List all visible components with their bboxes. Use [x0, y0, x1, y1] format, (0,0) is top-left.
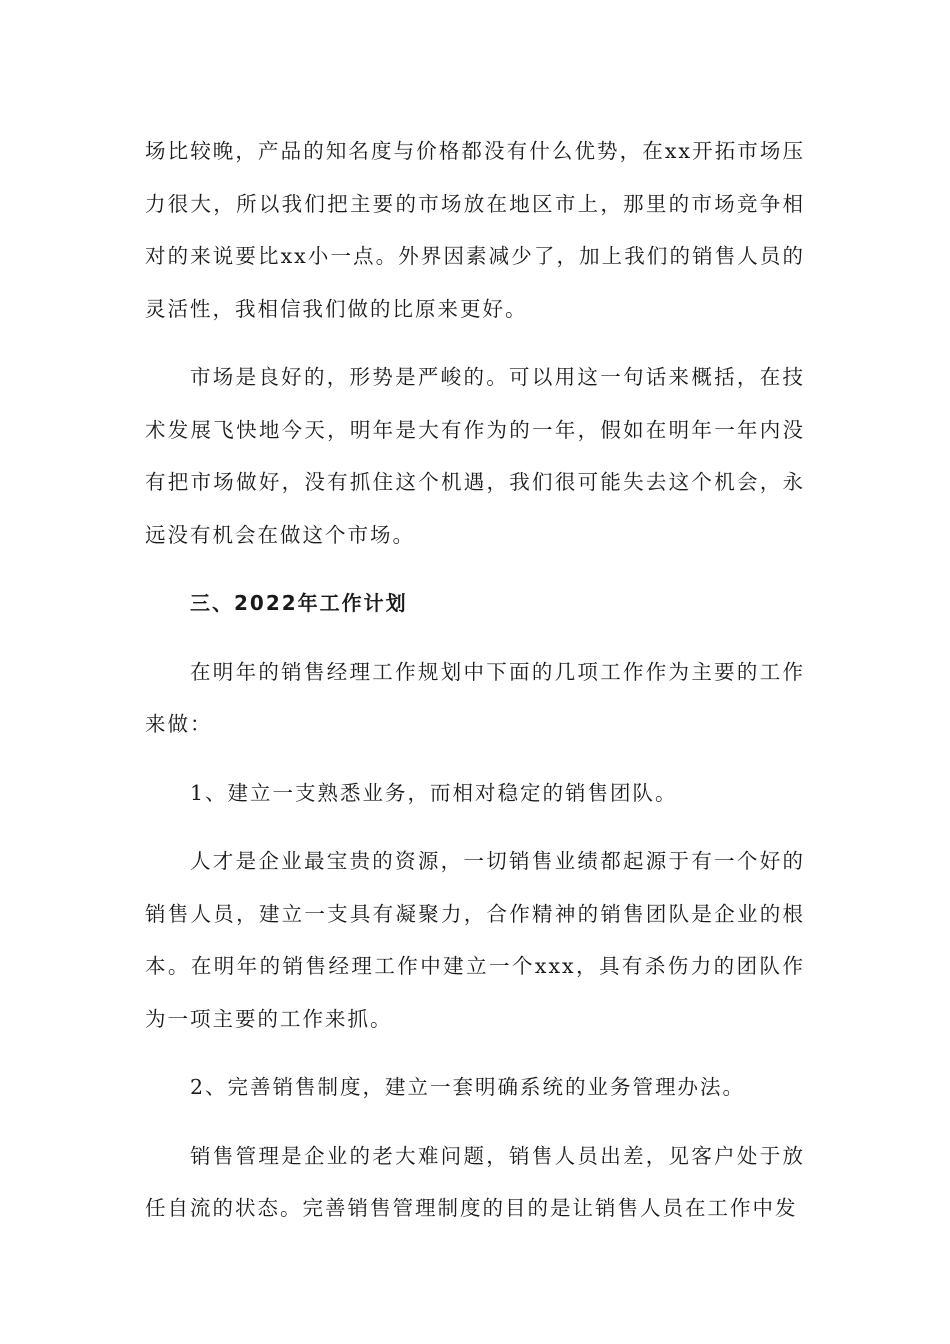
paragraph-market-situation: 市场是良好的，形势是严峻的。可以用这一句话来概括，在技术发展飞快地今天，明年是大有作为的一年，假如在明年一年内没有把市场做好，没有抓住这个机遇，我们很可能失去这个机会，永远没有机会在做这个市场。: [145, 365, 805, 547]
paragraph-sales-management: 销售管理是企业的老大难问题，销售人员出差，见客户处于放任自流的状态。完善销售管理制度的目的是让销售人员在工作中发: [145, 1143, 805, 1220]
paragraph-plan-intro: 在明年的销售经理工作规划中下面的几项工作作为主要的工作来做：: [145, 659, 805, 736]
list-item-sales-system: 2、完善销售制度，建立一套明确系统的业务管理办法。: [190, 1075, 746, 1099]
list-item-sales-team: 1、建立一支熟悉业务，而相对稳定的销售团队。: [190, 780, 678, 805]
paragraph-continuation: 场比较晚，产品的知名度与价格都没有什么优势，在xx开拓市场压力很大，所以我们把主要的市场放在地区市上，那里的市场竞争相对的来说要比xx小一点。外界因素减少了，加上我们的销售人员的灵活性，我相信我们做的比原来更好。: [145, 139, 805, 321]
section-heading-work-plan: 三、2022年工作计划: [190, 591, 408, 615]
document-body: [145, 125, 805, 1251]
paragraph-talent: 人才是企业最宝贵的资源，一切销售业绩都起源于有一个好的销售人员，建立一支具有凝聚力，合作精神的销售团队是企业的根本。在明年的销售经理工作中建立一个xxx，具有杀伤力的团队作为一项主要的工作来抓。: [145, 849, 805, 1031]
